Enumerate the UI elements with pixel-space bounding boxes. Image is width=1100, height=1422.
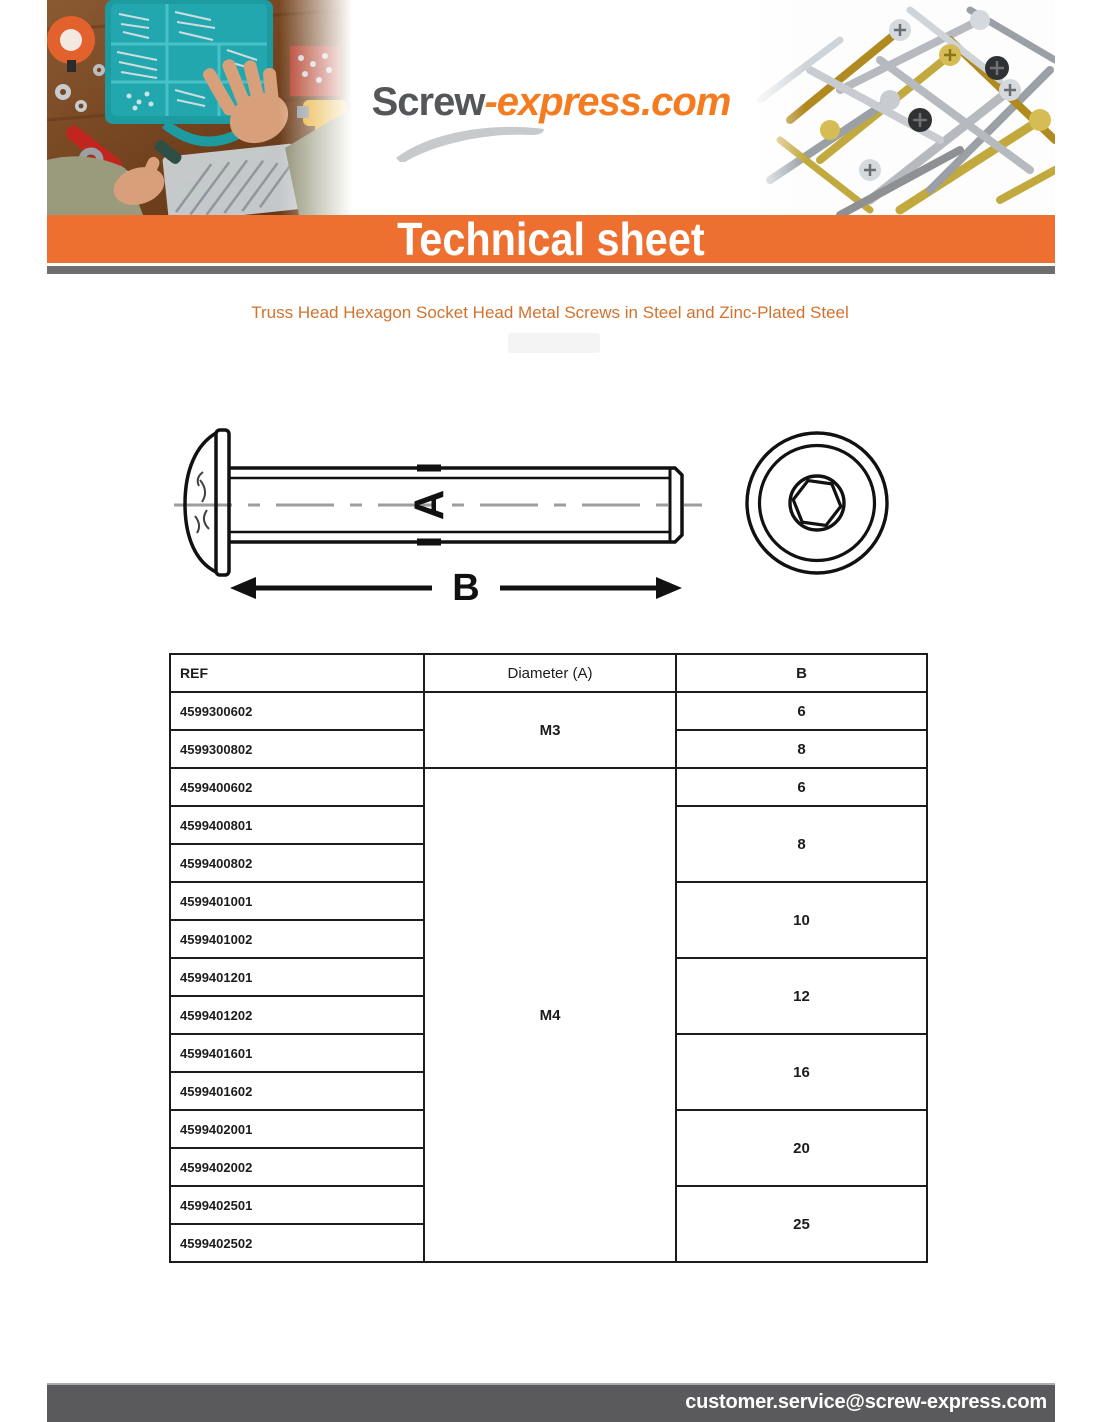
ref-column-header: REF — [170, 654, 424, 692]
b-cell: 6 — [676, 768, 927, 806]
b-cell: 25 — [676, 1186, 927, 1262]
spec-table — [169, 653, 928, 1263]
b-column-header: B — [676, 654, 927, 692]
b-cell: 20 — [676, 1110, 927, 1186]
logo-prefix: Screw — [371, 80, 485, 124]
b-cell: 10 — [676, 882, 927, 958]
ref-cell: 4599400801 — [170, 806, 424, 844]
screw-side-view-drawing — [170, 420, 710, 620]
ref-cell: 4599400602 — [170, 768, 424, 806]
b-cell: 12 — [676, 958, 927, 1034]
ref-cell: 4599300802 — [170, 730, 424, 768]
screw-top-view-drawing — [742, 428, 892, 578]
ref-cell: 4599401202 — [170, 996, 424, 1034]
ref-cell: 4599402002 — [170, 1148, 424, 1186]
product-subtitle: Truss Head Hexagon Socket Head Metal Screws in Steel and Zinc-Plated Steel — [251, 303, 849, 322]
workbench-photo — [47, 0, 352, 215]
ref-cell: 4599300602 — [170, 692, 424, 730]
b-cell: 6 — [676, 692, 927, 730]
logo-suffix: -express.com — [484, 80, 731, 124]
ref-cell: 4599401001 — [170, 882, 424, 920]
brand-logo — [352, 0, 750, 215]
footer-bar — [47, 1383, 1055, 1422]
banner-divider — [47, 266, 1055, 274]
head-outer-circle — [747, 433, 887, 573]
dimension-b-label: B — [452, 567, 480, 609]
logo-swoosh-graphic — [392, 120, 550, 162]
b-cell: 8 — [676, 806, 927, 882]
contact-email: customer.service@screw-express.com — [685, 1391, 1047, 1413]
ref-cell: 4599401201 — [170, 958, 424, 996]
head-dome-circle — [760, 446, 875, 561]
ref-cell: 4599400802 — [170, 844, 424, 882]
banner — [47, 215, 1055, 263]
screws-pile-photo — [750, 0, 1055, 215]
ref-cell: 4599402502 — [170, 1224, 424, 1262]
table-row — [170, 768, 927, 806]
brand-logo-text — [352, 80, 750, 125]
truss-head-dome — [185, 433, 216, 572]
head-flange — [216, 430, 229, 575]
hex-socket — [790, 479, 843, 527]
diameter-column-header: Diameter (A) — [424, 654, 676, 692]
ref-cell: 4599401602 — [170, 1072, 424, 1110]
dimension-a-label: A — [405, 489, 453, 521]
page-title: Technical sheet — [397, 213, 705, 265]
ref-cell: 4599401601 — [170, 1034, 424, 1072]
b-cell: 8 — [676, 730, 927, 768]
table-header-row — [170, 654, 927, 692]
faded-watermark — [508, 333, 600, 353]
ref-cell: 4599401002 — [170, 920, 424, 958]
diameter-cell: M4 — [424, 768, 676, 1262]
socket-circle — [790, 476, 844, 530]
b-cell: 16 — [676, 1034, 927, 1110]
ref-cell: 4599402001 — [170, 1110, 424, 1148]
diameter-cell: M3 — [424, 692, 676, 768]
spec-table-body — [170, 692, 927, 1262]
table-row — [170, 692, 927, 730]
head-sketch-lines — [195, 472, 209, 533]
ref-cell: 4599402501 — [170, 1186, 424, 1224]
